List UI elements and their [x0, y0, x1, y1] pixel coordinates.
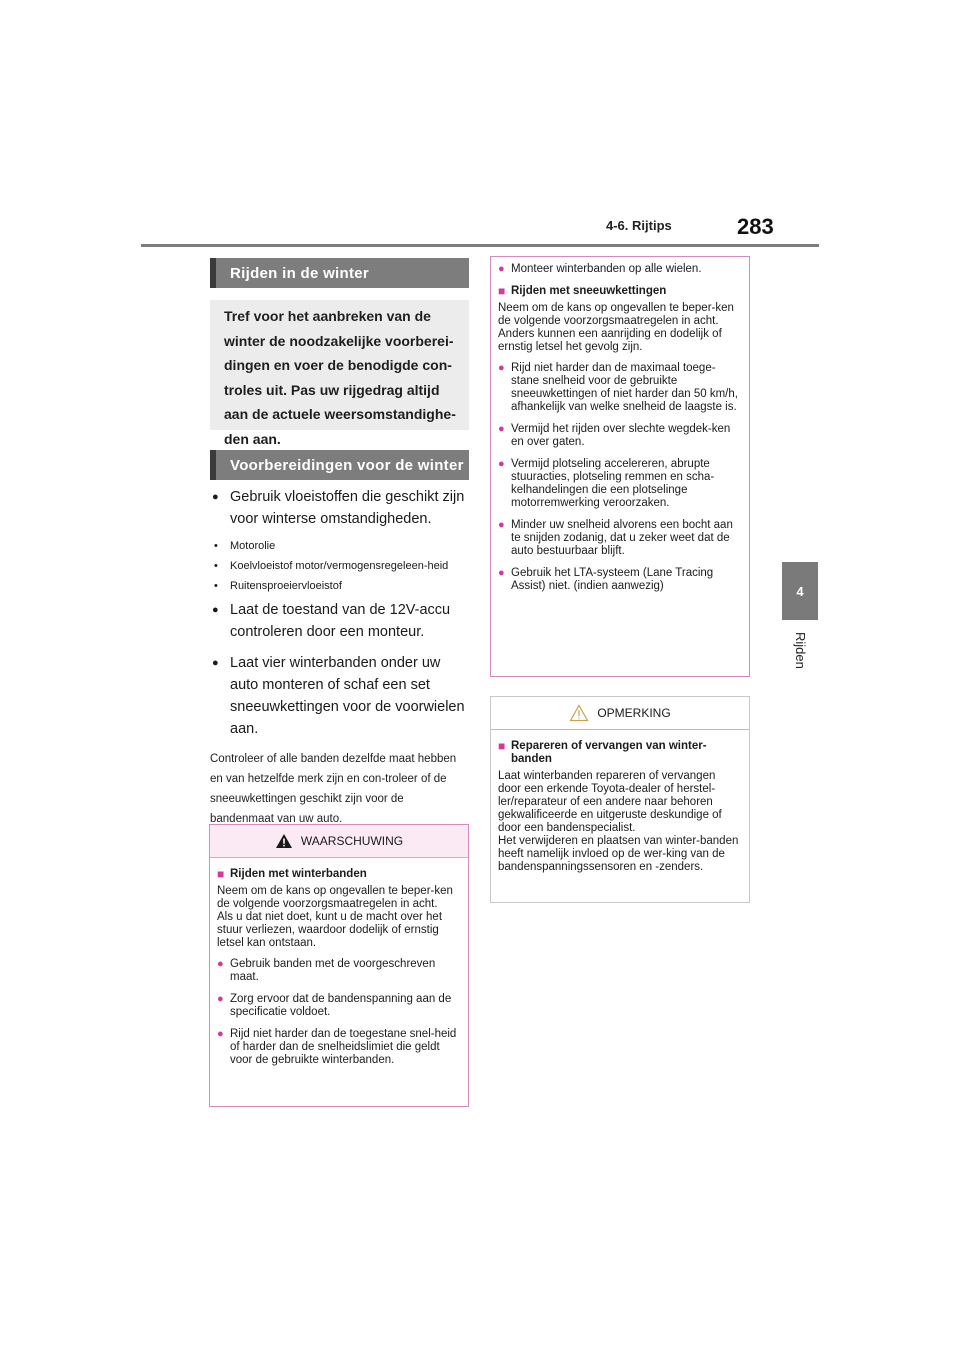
list-item: ● Vermijd het rijden over slechte wegdek-ken en over gaten.	[498, 423, 731, 448]
list-item	[210, 599, 470, 643]
bullet-icon: ●	[212, 657, 219, 669]
list-item: • Koelvloeistof motor/vermogensregeleen-heid	[210, 559, 470, 573]
list-item: ● Gebruik banden met de voorgeschreven maat.	[217, 958, 436, 983]
check-paragraph: Controleer of alle banden dezelfde maat hebben en van hetzelfde merk zijn en con-troleer of de sneeuwkettingen geschikt zijn voor de bandenmaat van uw auto.	[210, 753, 457, 825]
heading-winter-driving: Rijden in de winter	[210, 258, 469, 288]
bullet-icon: ●	[212, 491, 219, 503]
warning-body	[210, 858, 468, 1067]
bullet-icon: ●	[498, 567, 505, 579]
list-item: ● Monteer winterbanden op alle wielen.	[498, 263, 702, 275]
bullet-text: Laat de toestand van de 12V-accu controleren door een monteur.	[230, 602, 451, 640]
bullet-icon: ●	[498, 423, 505, 435]
warning-title: WAARSCHUWING	[300, 834, 404, 848]
note-header	[491, 697, 749, 730]
subheading: ■ Repareren of vervangen van winter-banden	[498, 739, 707, 765]
note-body	[491, 730, 749, 874]
subheading: ■ Rijden met sneeuwkettingen	[498, 284, 667, 298]
list-item	[210, 652, 470, 740]
bullet-icon: ●	[498, 362, 505, 374]
list-item: • Ruitensproeiervloeistof	[210, 579, 470, 593]
bullet-icon: •	[214, 580, 218, 592]
list-item: ● Gebruik het LTA-systeem (Lane Tracing Assist) niet. (indien aanwezig)	[498, 567, 714, 592]
bullet-icon: ●	[217, 958, 224, 970]
list-item: ● Rijd niet harder dan de maximaal toege-stane snelheid voor de gebruikte sneeuwkettingen of niet harder dan 50 km/h, afhankelijk van welke snelheid de laagste is.	[498, 362, 738, 413]
warning-body	[491, 257, 749, 593]
note-title: OPMERKING	[597, 706, 671, 720]
intro-box: Tref voor het aanbreken van de winter de noodzakelijke voorberei-dingen en voer de benodigde con-troles uit. Pas uw rijgedrag altijd aan de actuele weersomstandighe-den aan.	[210, 300, 469, 430]
section-title: 4-6. Rijtips	[606, 218, 672, 233]
fluid-list	[210, 539, 470, 593]
warning-header	[210, 825, 468, 858]
warning-box-continued	[490, 256, 750, 677]
list-item: ● Vermijd plotseling accelereren, abrupte stuuracties, plotseling remmen en scha-kelhandelingen die een plotselinge motorremwerking veroorzaken.	[498, 458, 715, 509]
square-bullet-icon: ■	[498, 284, 506, 298]
warning-box	[209, 824, 469, 1107]
square-bullet-icon: ■	[217, 867, 225, 881]
note-text: Het verwijderen en plaatsen van winter-banden heeft namelijk invloed op de wer-king van de bandenspanningssensoren en -zenders.	[498, 835, 739, 873]
bullet-icon: •	[214, 560, 218, 572]
warning-text: Als u dat niet doet, kunt u de macht over het stuur verliezen, waardoor dodelijk of ernstig letsel kan ontstaan.	[217, 911, 443, 949]
heading-winter-preparations: Voorbereidingen voor de winter	[210, 450, 469, 480]
warning-text: Neem om de kans op ongevallen te beper-ken de volgende voorzorgsmaatregelen in acht.	[498, 302, 734, 327]
warning-icon	[275, 833, 293, 849]
note-text: Laat winterbanden repareren of vervangen door een erkende Toyota-dealer of herstel-ler/reparateur of een andere naar behoren gekwalificeerde en uitgeruste deskundige of door een bandenspecialist.	[498, 770, 722, 834]
bullet-text: Laat vier winterbanden onder uw auto monteren of schaf een set sneeuwkettingen voor de voorwielen aan.	[230, 655, 465, 737]
caution-icon	[569, 704, 589, 722]
chapter-label: Rijden	[793, 632, 808, 669]
bullet-icon: ●	[217, 993, 224, 1005]
bullet-text: Gebruik vloeistoffen die geschikt zijn voor winterse omstandigheden.	[230, 489, 465, 527]
header-rule	[141, 244, 819, 247]
bullet-icon: ●	[217, 1028, 224, 1040]
bullet-icon: ●	[212, 604, 219, 616]
warning-text: Anders kunnen een aanrijding en dodelijk of ernstig letsel het gevolg zijn.	[498, 328, 722, 353]
list-item: ● Minder uw snelheid alvorens een bocht aan te snijden zodanig, dat u zeker weet dat de auto bestuurbaar blijft.	[498, 519, 733, 557]
chapter-tab[interactable]: 4	[782, 562, 818, 620]
square-bullet-icon: ■	[498, 739, 506, 753]
warning-text: Neem om de kans op ongevallen te beper-ken de volgende voorzorgsmaatregelen in acht.	[217, 885, 453, 910]
bullet-icon: ●	[498, 519, 505, 531]
list-item	[210, 486, 470, 530]
list-item: ● Rijd niet harder dan de toegestane snel-heid of harder dan de snelheidslimiet die geldt voor de gebruikte winterbanden.	[217, 1028, 457, 1066]
page-number: 283	[737, 214, 774, 239]
bullet-icon: ●	[498, 263, 505, 275]
subheading: ■ Rijden met winterbanden	[217, 867, 367, 881]
bullet-icon: ●	[498, 458, 505, 470]
preparations-content	[210, 486, 470, 829]
list-item: ● Zorg ervoor dat de bandenspanning aan de specificatie voldoet.	[217, 993, 452, 1018]
list-item: • Motorolie	[210, 539, 470, 553]
bullet-icon: •	[214, 540, 218, 552]
note-box	[490, 696, 750, 903]
